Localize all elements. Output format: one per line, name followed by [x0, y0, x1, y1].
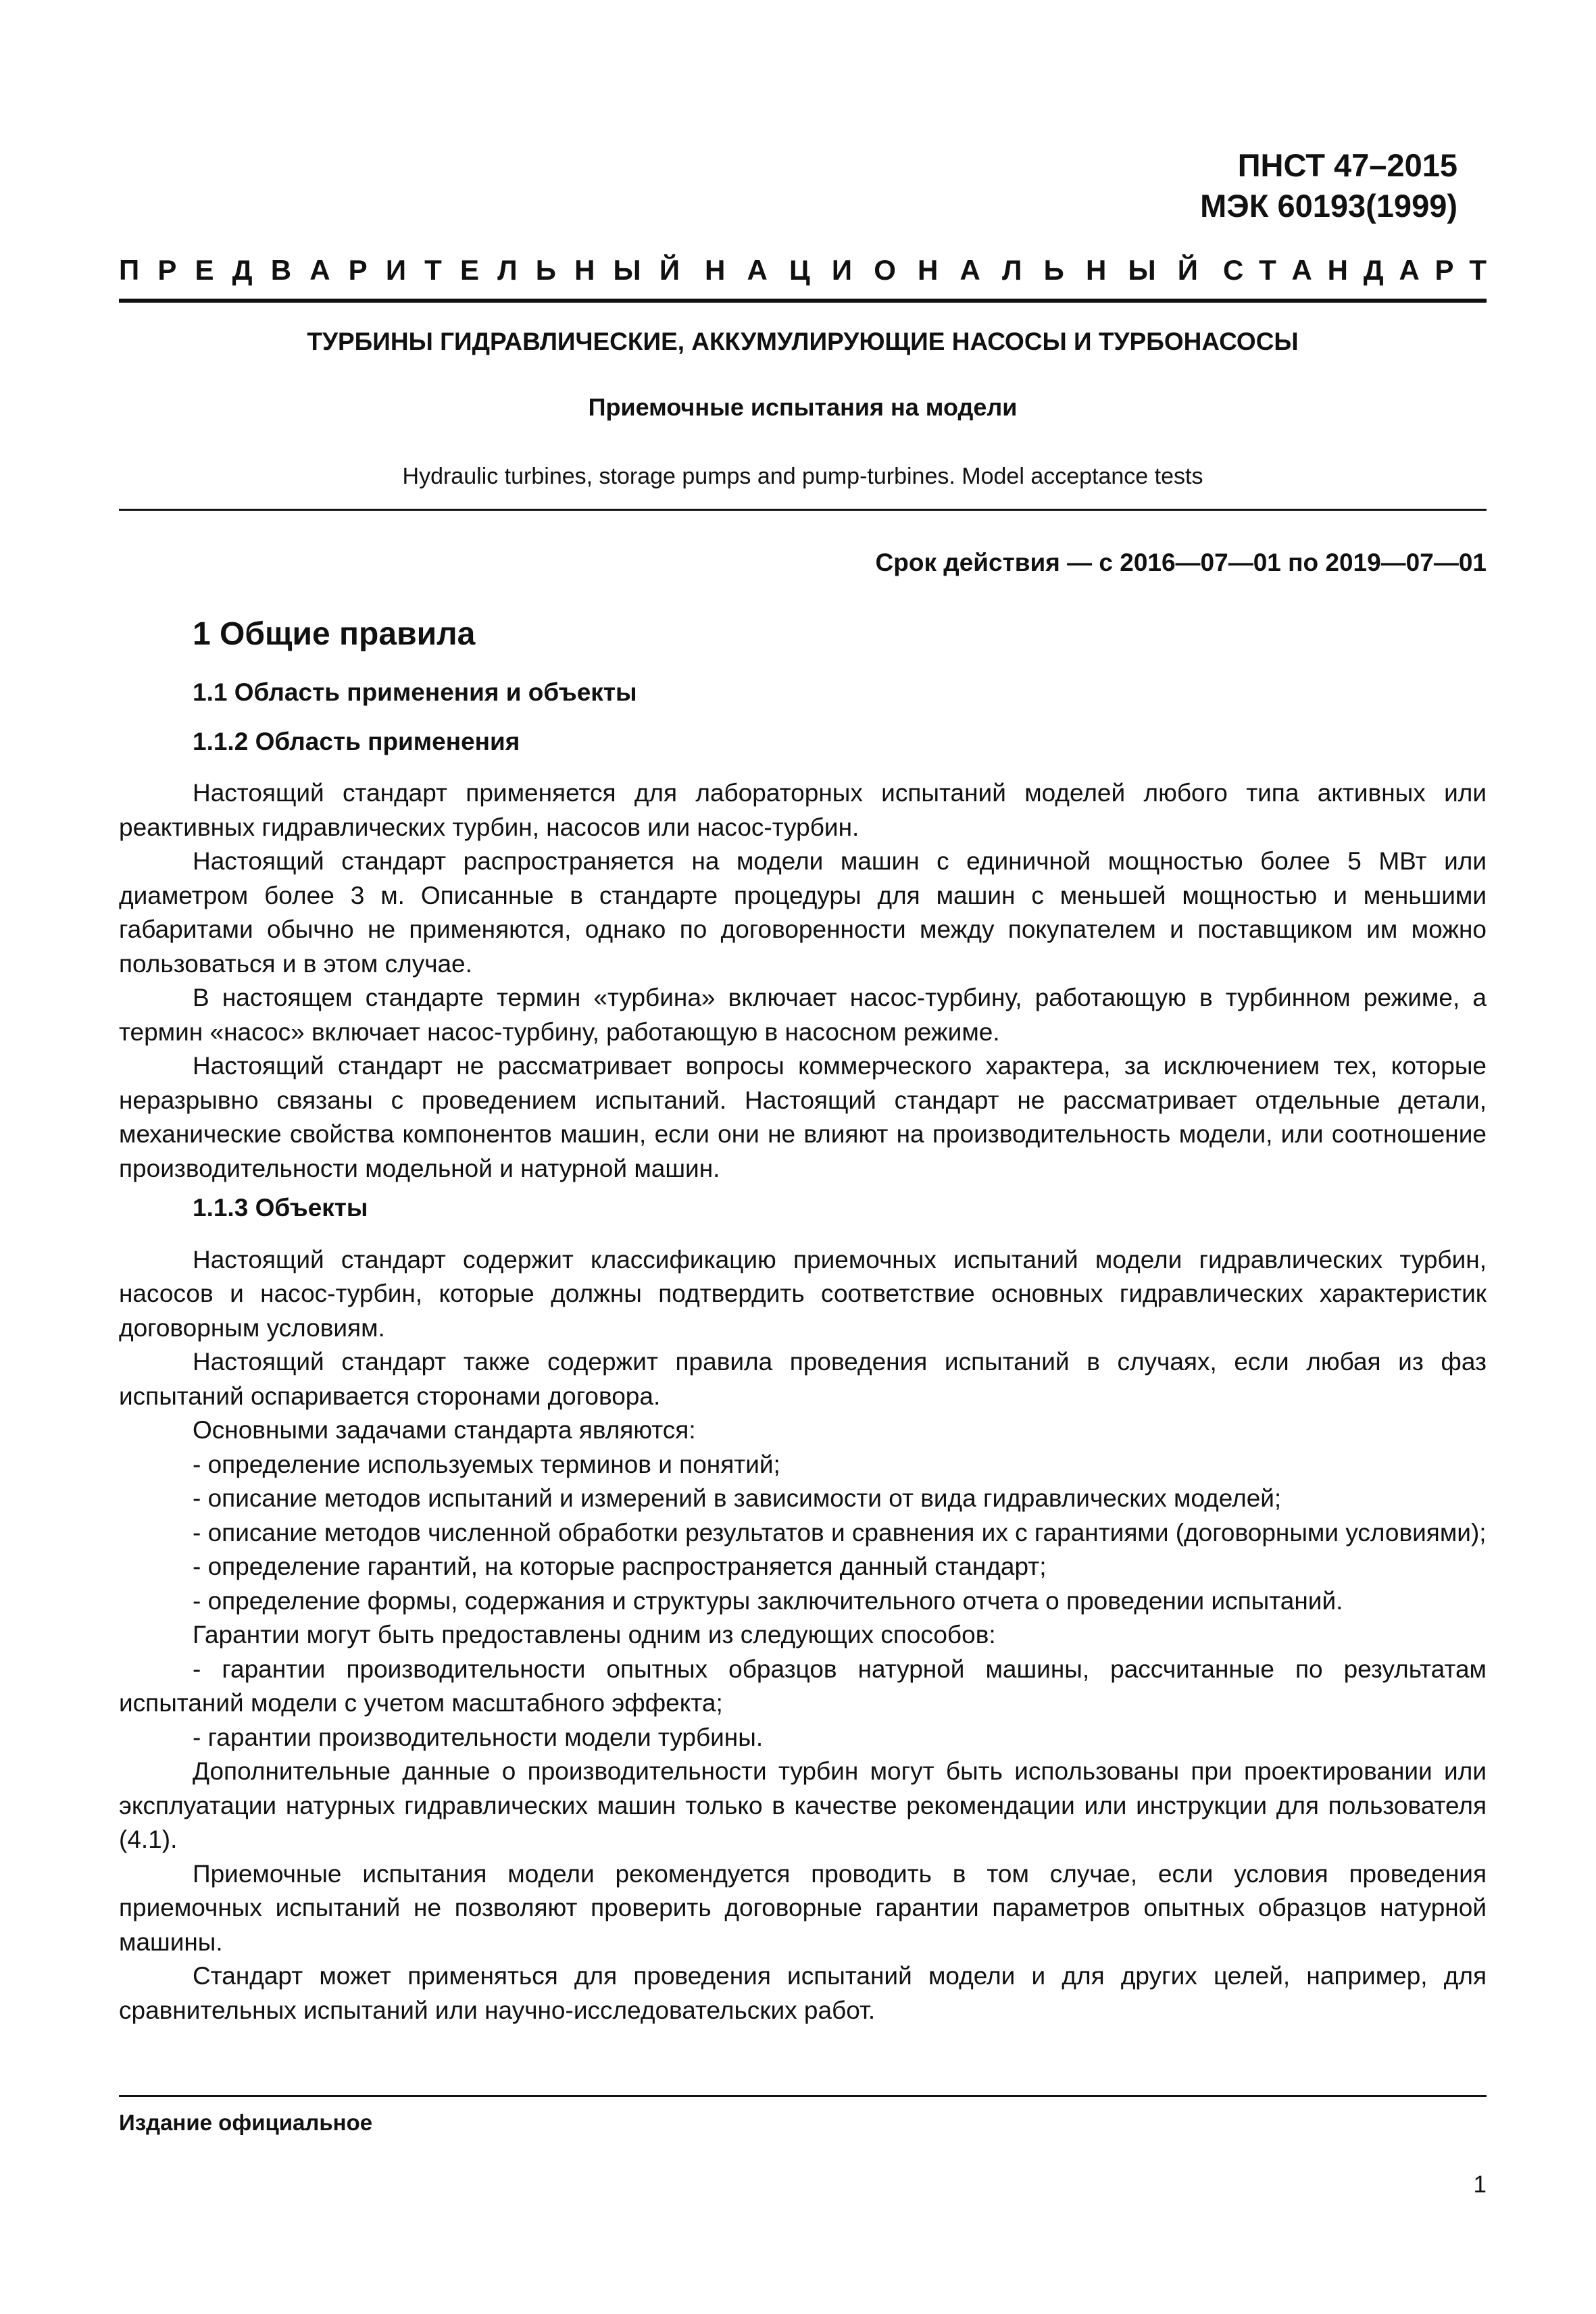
paragraph-1-1-3-2: Настоящий стандарт также содержит правила проведения испытаний в случаях, если любая из фаз испытаний оспаривается сторонами договора.: [119, 1348, 1487, 1410]
header-divider: [119, 299, 1487, 303]
paragraph-1-1-3-1: Настоящий стандарт содержит классификацию приемочных испытаний модели гидравлических турбин, насосов и насос-турбин, которые должны подтвердить соответствие основных гидравлических характеристик договорным условиям.: [119, 1245, 1487, 1342]
paragraph-1-1-3-11: - гарантии производительности модели турбины.: [193, 1723, 764, 1751]
standard-type-banner: [119, 250, 1487, 291]
paragraph-1-1-2-3: В настоящем стандарте термин «турбина» включает насос-турбину, работающую в турбинном режиме, а термин «насос» включает насос-турбину, работающую в насосном режиме.: [119, 984, 1487, 1046]
paragraph-1-1-2-4: Настоящий стандарт не рассматривает вопросы коммерческого характера, за исключением тех, которые неразрывно связаны с проведением испытаний. Настоящий стандарт не рассматривает отдельные детали, механические свойства компонентов машин, если они не влияют на производительность модели, или соотношение производительности модельной и натурной машин.: [119, 1052, 1487, 1182]
edition-label: Издание официальное: [119, 2110, 373, 2135]
standard-type-word-1: П Р Е Д В А Р И Т Е Л Ь Н Ы Й: [119, 254, 680, 286]
paragraph-1-1-2-2: Настоящий стандарт распространяется на модели машин с единичной мощностью более 5 МВт или диаметром более 3 м. Описанные в стандарте процедуры для машин с меньшей мощностью и меньшими габаритами обычно не применяются, однако по договоренности между покупателем и поставщиком им можно пользоваться и в этом случае.: [119, 847, 1487, 978]
section-heading: 1 Общие правила: [193, 616, 476, 652]
paragraph-1-1-3-9: Гарантии могут быть предоставлены одним из следующих способов:: [193, 1621, 996, 1649]
paragraph-1-1-3-10: - гарантии производительности опытных образцов натурной машины, рассчитанные по результатам испытаний модели с учетом масштабного эффекта;: [119, 1655, 1487, 1717]
page-number: 1: [1473, 2171, 1487, 2198]
document-identifier: [1200, 145, 1457, 226]
standard-type-word-3: С Т А Н Д А Р Т: [1223, 254, 1487, 286]
paragraph-1-1-2-1: Настоящий стандарт применяется для лабораторных испытаний моделей любого типа активных или реактивных гидравлических турбин, насосов или насос-турбин.: [119, 779, 1487, 841]
paragraph-1-1-3-8: - определение формы, содержания и структуры заключительного отчета о проведении испытаний.: [193, 1586, 1343, 1615]
english-title: Hydraulic turbines, storage pumps and pump-turbines. Model acceptance tests: [402, 463, 1203, 489]
paragraph-1-1-3-13: Приемочные испытания модели рекомендуется проводить в том случае, если условия проведения приемочных испытаний не позволяют проверить договорные гарантии параметров опытных образцов натурной машины.: [119, 1859, 1487, 1956]
paragraph-1-1-3-4: - определение используемых терминов и понятий;: [193, 1450, 780, 1478]
paragraph-1-1-3-6: - описание методов численной обработки результатов и сравнения их с гарантиями (договорными условиями);: [193, 1518, 1487, 1546]
paragraphs-1-1-2: [119, 776, 1487, 1186]
validity-period: Срок действия — с 2016—07—01 по 2019—07—01: [875, 549, 1487, 576]
iec-number: МЭК 60193(1999): [1200, 188, 1457, 224]
paragraph-1-1-3-3: Основными задачами стандарта являются:: [193, 1416, 696, 1444]
document-subtitle: Приемочные испытания на модели: [588, 393, 1018, 421]
standard-type-word-2: Н А Ц И О Н А Л Ь Н Ы Й: [705, 254, 1198, 286]
paragraph-1-1-3-7: - определение гарантий, на которые распространяется данный стандарт;: [193, 1553, 1047, 1580]
subsection-heading-1-1: 1.1 Область применения и объекты: [193, 678, 637, 706]
footer-divider: [119, 2095, 1487, 2097]
paragraph-1-1-3-5: - описание методов испытаний и измерений в зависимости от вида гидравлических моделей;: [193, 1484, 1282, 1512]
document-body: [119, 676, 1487, 2028]
paragraph-1-1-3-14: Стандарт может применяться для проведения испытаний модели и для других целей, например, для сравнительных испытаний или научно-исследовательских работ.: [119, 1962, 1487, 2024]
document-title: ТУРБИНЫ ГИДРАВЛИЧЕСКИЕ, АККУМУЛИРУЮЩИЕ НАСОСЫ И ТУРБОНАСОСЫ: [307, 328, 1299, 355]
title-divider: [119, 509, 1487, 511]
subsection-heading-1-1-2: 1.1.2 Область применения: [193, 727, 520, 755]
document-number: ПНСТ 47–2015: [1237, 147, 1457, 183]
paragraph-1-1-3-12: Дополнительные данные о производительности турбин могут быть использованы при проектировании или эксплуатации натурных гидравлических машин только в качестве рекомендации или инструкции для пользователя (4.1).: [119, 1757, 1487, 1853]
paragraphs-1-1-3: [119, 1243, 1487, 2028]
subsection-heading-1-1-3: 1.1.3 Объекты: [193, 1194, 368, 1222]
